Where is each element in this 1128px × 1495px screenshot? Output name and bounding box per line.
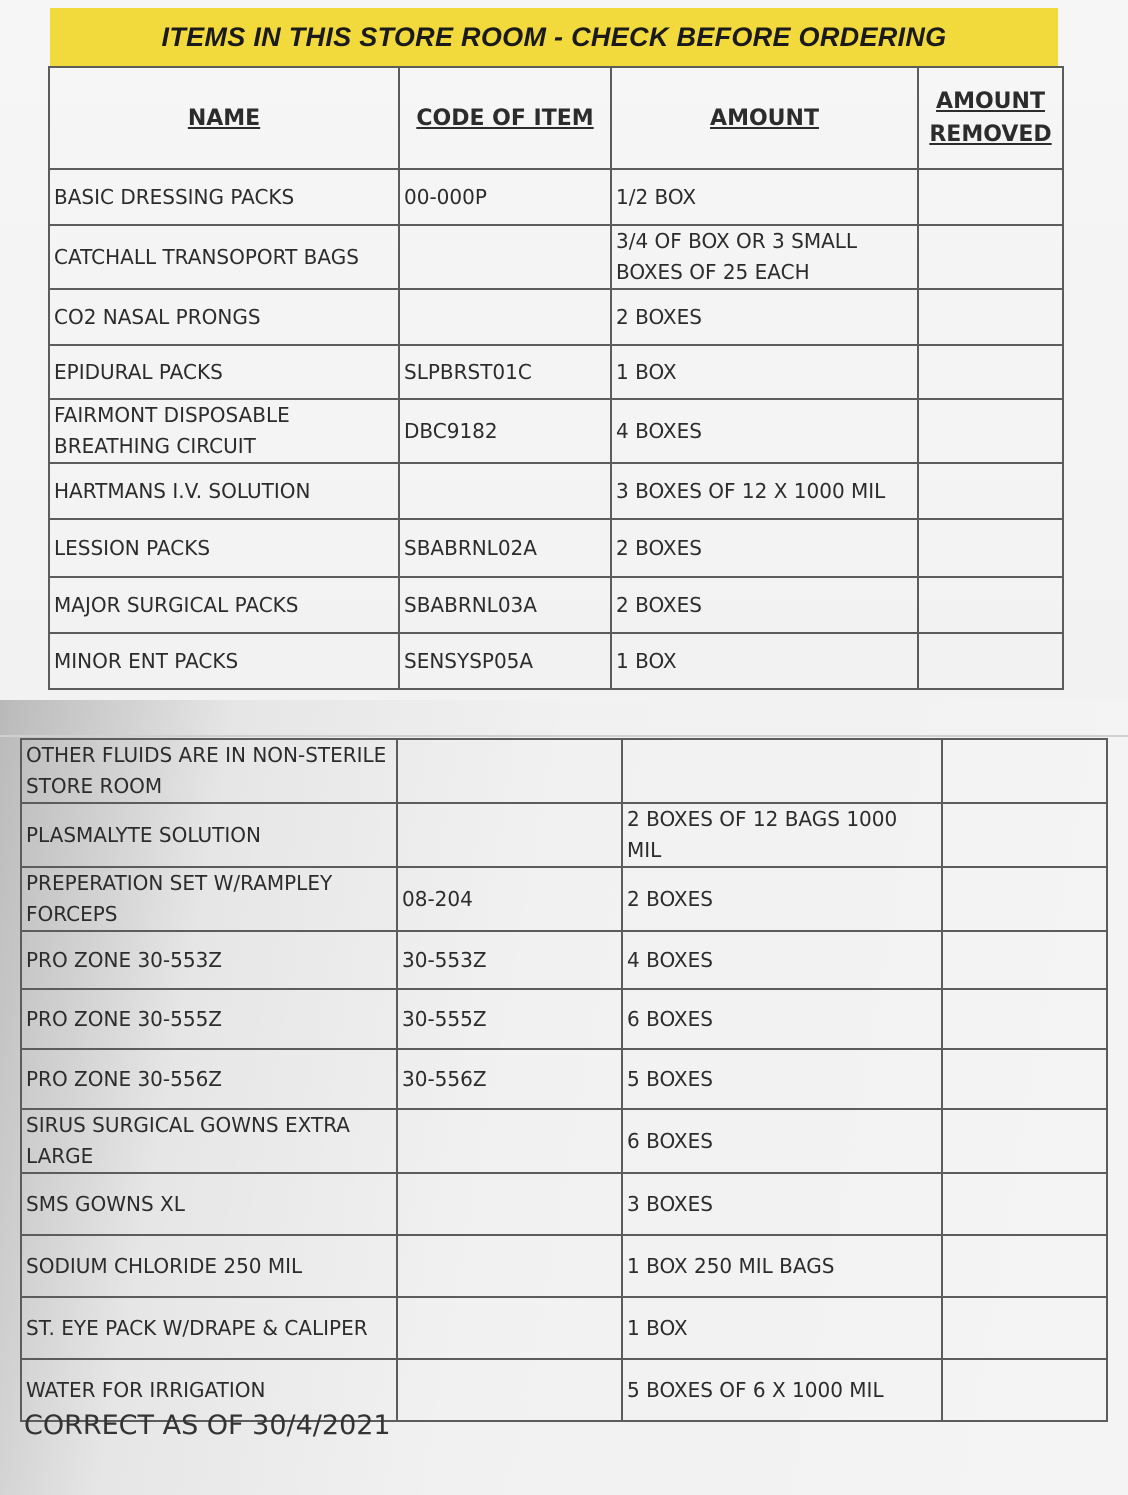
cell-removed [942,867,1107,931]
cell-removed [918,463,1063,519]
cell-code [399,225,611,289]
cell-name: SMS GOWNS XL [21,1173,397,1235]
cell-code: SENSYSP05A [399,633,611,689]
cell-name: EPIDURAL PACKS [49,345,399,399]
cell-code: 08-204 [397,867,622,931]
cell-name: CO2 NASAL PRONGS [49,289,399,345]
cell-removed [942,1235,1107,1297]
cell-amount: 5 BOXES [622,1049,942,1109]
cell-code: SBABRNL02A [399,519,611,577]
table-row [49,225,1063,289]
cell-code: SLPBRST01C [399,345,611,399]
table-row [49,399,1063,463]
table-row [49,633,1063,689]
table-row [21,1297,1107,1359]
table-row [49,519,1063,577]
cell-name: CATCHALL TRANSOPORT BAGS [49,225,399,289]
table-row [49,289,1063,345]
cell-amount: 2 BOXES [611,289,918,345]
cell-removed [942,1297,1107,1359]
cell-removed [918,399,1063,463]
cell-removed [918,225,1063,289]
cell-removed [942,1049,1107,1109]
table-body-upper [49,169,1063,689]
cell-amount: 4 BOXES [611,399,918,463]
cell-amount: 6 BOXES [622,989,942,1049]
cell-code: 30-553Z [397,931,622,989]
cell-amount: 2 BOXES [611,577,918,633]
cell-amount: 2 BOXES OF 12 BAGS 1000 MIL [622,803,942,867]
cell-removed [918,169,1063,225]
table-row [21,1109,1107,1173]
cell-name: ST. EYE PACK W/DRAPE & CALIPER [21,1297,397,1359]
page-title: ITEMS IN THIS STORE ROOM - CHECK BEFORE ORDERING [50,8,1058,66]
cell-code [397,739,622,803]
cell-removed [918,577,1063,633]
cell-amount: 3/4 OF BOX OR 3 SMALL BOXES OF 25 EACH [611,225,918,289]
cell-amount: 2 BOXES [611,519,918,577]
cell-amount: 6 BOXES [622,1109,942,1173]
cell-removed [942,803,1107,867]
cell-removed [942,739,1107,803]
cell-amount: 1 BOX [622,1297,942,1359]
cell-code [399,463,611,519]
inventory-table-upper [48,66,1064,690]
cell-removed [918,289,1063,345]
sheet-edge [0,735,1128,737]
cell-code [397,1235,622,1297]
cell-amount: 1 BOX [611,345,918,399]
cell-removed [942,931,1107,989]
table-row [49,463,1063,519]
cell-amount: 1/2 BOX [611,169,918,225]
cell-removed [942,1173,1107,1235]
cell-code: DBC9182 [399,399,611,463]
cell-name: PRO ZONE 30-555Z [21,989,397,1049]
cell-removed [942,1109,1107,1173]
table-row [49,345,1063,399]
cell-code [397,1173,622,1235]
cell-amount: 1 BOX [611,633,918,689]
cell-name: MAJOR SURGICAL PACKS [49,577,399,633]
table-row [49,169,1063,225]
cell-name: MINOR ENT PACKS [49,633,399,689]
table-row [21,739,1107,803]
cell-name: FAIRMONT DISPOSABLE BREATHING CIRCUIT [49,399,399,463]
header-amount: AMOUNT [611,67,918,169]
table-row [21,931,1107,989]
inventory-table-lower [20,738,1108,1422]
cell-amount: 4 BOXES [622,931,942,989]
cell-name: BASIC DRESSING PACKS [49,169,399,225]
cell-code [397,1359,622,1421]
cell-amount: 3 BOXES [622,1173,942,1235]
cell-name: SODIUM CHLORIDE 250 MIL [21,1235,397,1297]
cell-name: PREPERATION SET W/RAMPLEY FORCEPS [21,867,397,931]
cell-name: OTHER FLUIDS ARE IN NON-STERILE STORE ROOM [21,739,397,803]
table-row [21,1049,1107,1109]
table-row [49,577,1063,633]
table-body-lower [21,739,1107,1421]
cell-code [399,289,611,345]
cell-removed [942,1359,1107,1421]
cell-amount: 3 BOXES OF 12 X 1000 MIL [611,463,918,519]
cell-code [397,1297,622,1359]
cell-amount: 1 BOX 250 MIL BAGS [622,1235,942,1297]
cell-amount [622,739,942,803]
cell-removed [942,989,1107,1049]
cell-code: 00-000P [399,169,611,225]
header-code: CODE OF ITEM [399,67,611,169]
table-row [21,989,1107,1049]
header-amount-removed: AMOUNT REMOVED [918,67,1063,169]
cell-name: PRO ZONE 30-553Z [21,931,397,989]
table-row [21,1173,1107,1235]
cell-removed [918,519,1063,577]
cell-code [397,1109,622,1173]
cell-name: LESSION PACKS [49,519,399,577]
cell-name: HARTMANS I.V. SOLUTION [49,463,399,519]
cell-name: WATER FOR IRRIGATION [21,1359,397,1421]
correct-as-of-note: CORRECT AS OF 30/4/2021 [24,1410,391,1441]
cell-code: SBABRNL03A [399,577,611,633]
cell-name: PRO ZONE 30-556Z [21,1049,397,1109]
table-row [21,867,1107,931]
header-name: NAME [49,67,399,169]
cell-removed [918,633,1063,689]
header-row [49,67,1063,169]
cell-code [397,803,622,867]
table-row [21,803,1107,867]
cell-amount: 2 BOXES [622,867,942,931]
table-row [21,1235,1107,1297]
cell-removed [918,345,1063,399]
cell-code: 30-556Z [397,1049,622,1109]
cell-code: 30-555Z [397,989,622,1049]
cell-amount: 5 BOXES OF 6 X 1000 MIL [622,1359,942,1421]
cell-name: PLASMALYTE SOLUTION [21,803,397,867]
cell-name: SIRUS SURGICAL GOWNS EXTRA LARGE [21,1109,397,1173]
